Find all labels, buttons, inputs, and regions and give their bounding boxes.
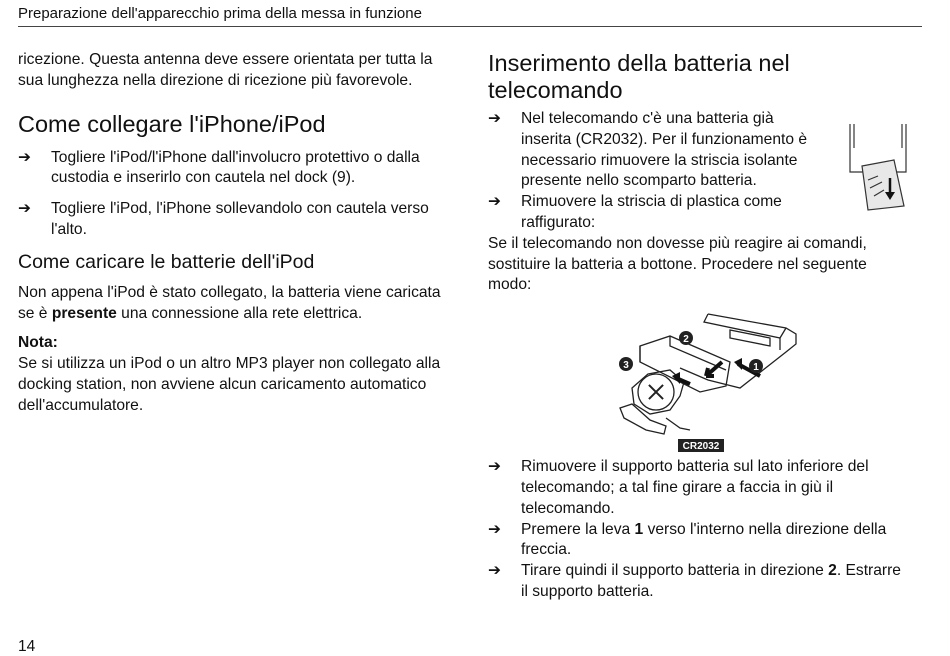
list-item xyxy=(488,192,821,234)
figure-label-1: 1 xyxy=(753,362,759,374)
bullet-text xyxy=(521,521,886,559)
text: una connessione alla rete elettrica. xyxy=(116,304,363,322)
arrow-icon: ➔ xyxy=(488,520,502,538)
arrow-icon: ➔ xyxy=(18,148,32,166)
note-text: Se si utilizza un iPod o un altro MP3 player non collegato alla docking station, non avviene alcun caricamento automatico dell'accumulatore. xyxy=(18,355,441,414)
list-item xyxy=(488,561,908,603)
page-header: Preparazione dell'apparecchio prima della messa in funzione xyxy=(18,4,922,27)
text: Tirare quindi il supporto batteria in direzione xyxy=(521,562,829,580)
figure-label-3: 3 xyxy=(623,360,629,372)
bullet-text xyxy=(521,562,901,600)
bullet-text: Togliere l'iPod, l'iPhone sollevandolo con cautela verso l'alto. xyxy=(51,200,429,238)
arrow-icon: ➔ xyxy=(488,562,502,580)
list-item xyxy=(18,148,458,190)
text: verso l'interno nella direzione della freccia. xyxy=(521,520,887,559)
text: Premere la leva xyxy=(521,520,635,538)
note-label: Nota: xyxy=(18,334,58,352)
arrow-icon: ➔ xyxy=(18,200,32,218)
intro-paragraph: ricezione. Questa antenna deve essere orientata per tutta la sua lunghezza nella direzione di ricezione più favorevole. xyxy=(18,51,433,89)
insulating-strip-figure xyxy=(844,120,910,216)
list-item xyxy=(18,199,458,241)
bullet-text: Rimuovere il supporto batteria sul lato inferiore del telecomando; a tal fine girare a faccia in giù il telecomando. xyxy=(521,458,869,517)
arrow-icon: ➔ xyxy=(488,193,502,211)
heading-charge-ipod: Come caricare le batterie dell'iPod xyxy=(18,250,315,273)
heading-battery-insert: Inserimento della batteria nel telecomando xyxy=(488,50,790,103)
left-column xyxy=(18,50,458,417)
heading-connect-iphone: Come collegare l'iPhone/iPod xyxy=(18,110,326,137)
list-item xyxy=(488,520,908,562)
charge-paragraph xyxy=(18,283,458,325)
text: Non appena l'iPod è stato collegato, la batteria viene caricata se è xyxy=(18,283,441,322)
bullet-text: Nel telecomando c'è una batteria già inserita (CR2032). Per il funzionamento è necessario rimuovere la striscia isolante presente nello scomparto batteria. xyxy=(521,110,808,190)
page-number: 14 xyxy=(18,638,36,655)
bold-text: presente xyxy=(51,304,117,322)
text: . Estrarre il supporto batteria. xyxy=(521,562,901,600)
bullet-text: Togliere l'iPod/l'iPhone dall'involucro protettivo o dalla custodia e inserirlo con cautela nel dock (9). xyxy=(51,148,420,187)
list-item xyxy=(488,109,821,192)
bullet-text: Rimuovere la striscia di plastica come raffigurato: xyxy=(521,193,782,231)
arrow-icon: ➔ xyxy=(488,458,502,476)
list-item xyxy=(488,457,908,519)
arrow-icon: ➔ xyxy=(488,110,502,127)
figure-label-2: 2 xyxy=(683,334,689,346)
battery-holder-figure xyxy=(610,300,810,455)
bold-text: 2 xyxy=(828,562,837,580)
replace-battery-paragraph: Se il telecomando non dovesse più reagire ai comandi, sostituire la batteria a bottone. Procedere nel seguente modo: xyxy=(488,234,867,294)
cr2032-label: CR2032 xyxy=(682,441,720,453)
bold-text: 1 xyxy=(634,520,644,538)
